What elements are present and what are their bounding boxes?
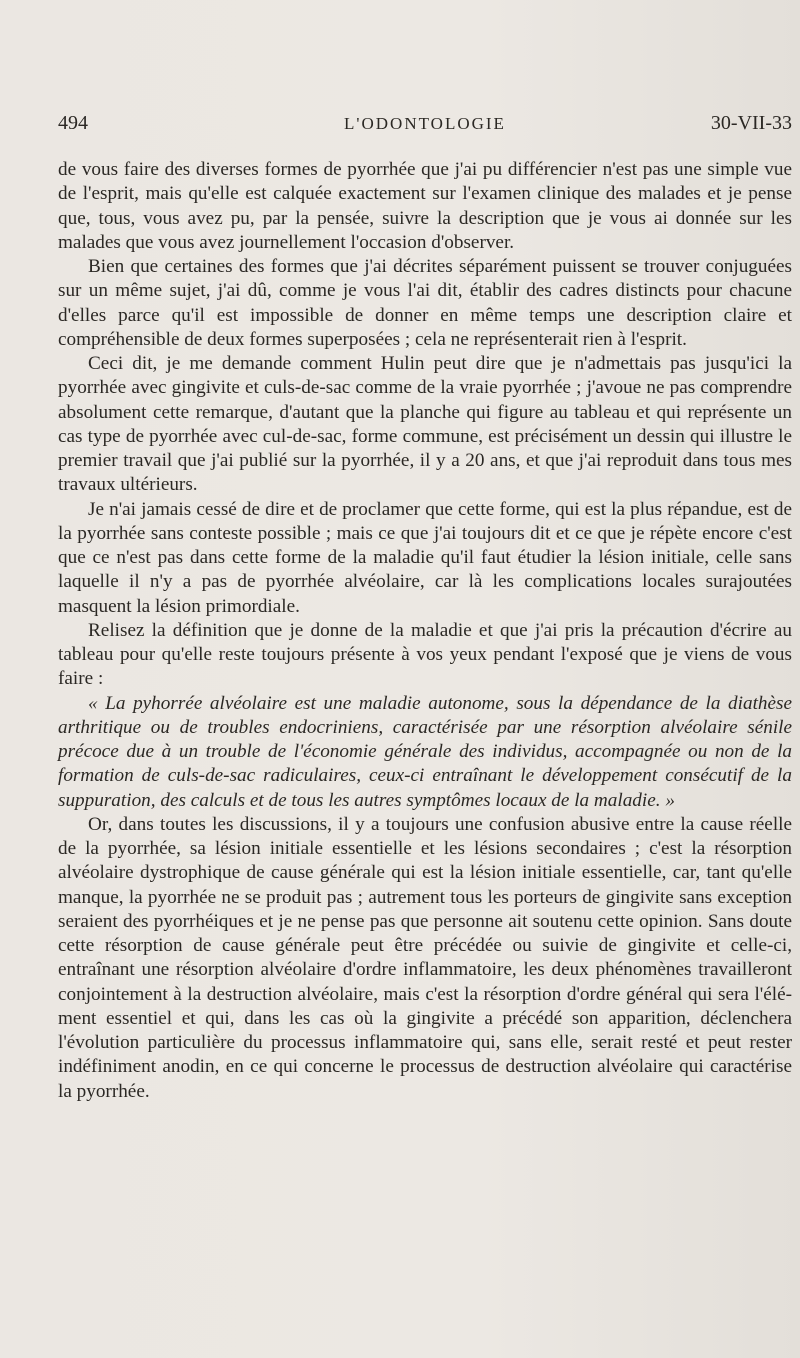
paragraph: Or, dans toutes les discussions, il y a toujours une confusion abusive entre la cause réelle de la pyorrhée, sa lésion initiale essentielle et les lésions secondaires ; c'est la résorption alvéolaire dystrophique de cause générale qui est la lésion initiale essentielle, car, tant qu'elle manque, la pyorrhée ne se produit pas ; autrement tous les porteurs de gingivite sans exception seraient des pyorrhéiques et je ne pense pas que personne ait soutenu cette opinion. Sans doute cette résorption de cause générale peut être précédée ou suivie de gingivite et celle-ci, entraînant une résorption alvéolaire d'ordre inflammatoire, les deux phénomènes travailleront conjointement à la destruction alvéolaire, mais c'est la résorption d'ordre général qui sera l'élément essentiel et qui, dans les cas où la gingivite a précédé son apparition, déclenchera l'évolution particulière du processus inflammatoire qui, sans elle, serait resté et peut rester indéfiniment anodin, en ce qui concerne le processus de destruction alvéolaire qui caractérise la pyorrhée. (58, 813, 792, 1102)
issue-date: 30-VII-33 (710, 112, 792, 134)
body-text (58, 158, 792, 1104)
definition-quote: « La pyhorrée alvéolaire est une maladie autonome, sous la dépendance de la diathèse arthritique ou de troubles endocriniens, caractérisée par une résorption alvéolaire sénile précoce due à un trouble de l'économie générale des individus, accompagnée ou non de la formation de culs-de-sac radiculaires, ceux-ci entraînant le développement consécutif de la suppuration, des calculs et de tous les autres symptômes locaux de la maladie. » (58, 692, 792, 811)
paragraph: Relisez la définition que je donne de la maladie et que j'ai pris la précaution d'écrire au tableau pour qu'elle reste toujours présente à vos yeux pendant l'exposé que je viens de vous faire : (58, 619, 792, 690)
paragraph: Je n'ai jamais cessé de dire et de proclamer que cette forme, qui est la plus répandue, est de la pyorrhée sans conteste possible ; mais ce que j'ai toujours dit et ce que je répète encore c'est que ce n'est pas dans cette forme de la maladie qu'il faut étudier la lésion initiale, celle sans laquelle il n'y a pas de pyorrhée alvéolaire, car là les complications locales surajoutées masquent la lésion primordiale. (58, 498, 792, 617)
page-number: 494 (58, 112, 88, 134)
paragraph-continuation: de vous faire des diverses formes de pyorrhée que j'ai pu différencier n'est pas une simple vue de l'esprit, mais qu'elle est calquée exactement sur l'examen clinique des malades et je pense que, tous, vous avez pu, par la pensée, suivre la description que je vous ai donnée sur les malades que vous avez journellement l'occasion d'observer. (58, 159, 792, 253)
page-header (58, 112, 792, 144)
paragraph: Ceci dit, je me demande comment Hulin peut dire que je n'admettais pas jusqu'ici la pyorrhée avec gingivite et culs-de-sac comme de la vraie pyorrhée ; j'avoue ne pas comprendre absolument cette remarque, d'autant que la planche qui figure au tableau et qui représente un cas type de pyorrhée avec cul-de-sac, forme commune, est précisément un dessin qui illustre le premier travail que j'ai publié sur la pyorrhée, il y a 20 ans, et que j'ai reproduit dans tous mes travaux ultérieurs. (58, 353, 792, 496)
paragraph: Bien que certaines des formes que j'ai décrites séparément puissent se trouver conjuguées sur un même sujet, j'ai dû, comme je vous l'ai dit, établir des cadres distincts pour chacune d'elles parce qu'il est impossible de donner en même temps une description claire et compréhensible de deux formes superposées ; cela ne représenterait rien à l'esprit. (58, 256, 792, 350)
running-head: L'ODONTOLOGIE (344, 114, 506, 133)
